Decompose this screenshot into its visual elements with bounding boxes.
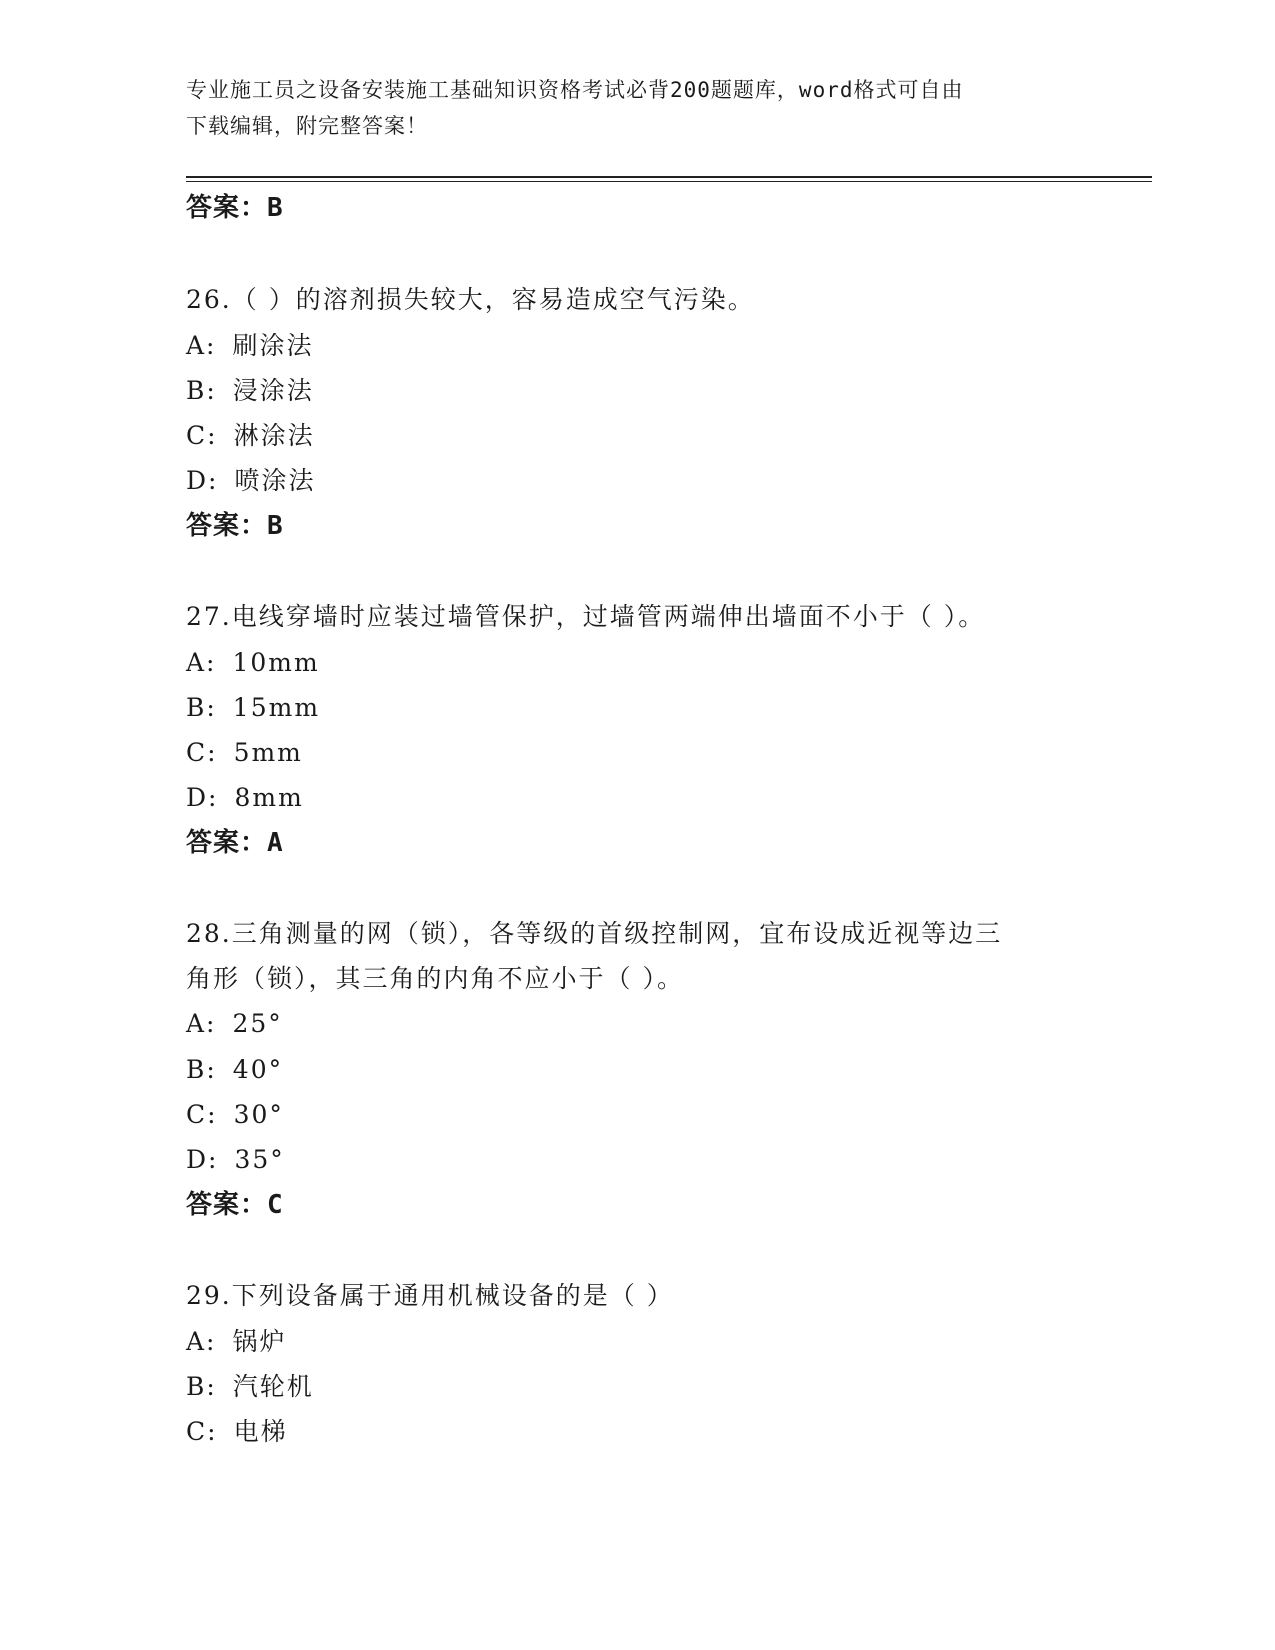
q28-option-a	[186, 1008, 283, 1040]
option-letter: B:	[186, 693, 217, 722]
option-letter: B:	[186, 376, 217, 405]
option-letter: A:	[186, 1327, 217, 1356]
answer-27: 答案：A	[186, 828, 284, 858]
option-text: 浸涂法	[232, 376, 314, 405]
question-29: 29.下列设备属于通用机械设备的是（ ）	[186, 1281, 674, 1310]
q29-option-a	[186, 1326, 287, 1358]
option-letter: B:	[186, 1055, 217, 1084]
option-text: 锅炉	[232, 1327, 287, 1356]
option-text: 喷涂法	[234, 466, 316, 495]
header-divider-thin	[186, 181, 1152, 182]
header-divider-thick	[186, 176, 1152, 178]
option-letter: C:	[186, 1417, 218, 1446]
option-text: 8mm	[234, 783, 304, 812]
option-text: 10mm	[232, 648, 320, 677]
option-text: 淋涂法	[233, 421, 315, 450]
option-letter: C:	[186, 421, 218, 450]
option-letter: D:	[186, 783, 219, 812]
option-letter: C:	[186, 1100, 218, 1129]
q29-option-c	[186, 1416, 288, 1448]
header-line-2: 下载编辑，附完整答案！	[186, 114, 428, 138]
q26-option-c	[186, 420, 315, 452]
option-letter: B:	[186, 1372, 217, 1401]
question-28-line-1: 28.三角测量的网（锁），各等级的首级控制网，宜布设成近视等边三	[186, 919, 1003, 948]
q29-option-b	[186, 1371, 314, 1403]
q27-option-b	[186, 692, 320, 724]
option-text: 15mm	[232, 693, 321, 722]
option-text: 汽轮机	[232, 1372, 314, 1401]
option-letter: A:	[186, 648, 217, 677]
q26-option-d	[186, 465, 315, 497]
q26-option-a	[186, 330, 314, 362]
q28-option-d	[186, 1144, 285, 1176]
q27-option-d	[186, 782, 304, 814]
option-letter: A:	[186, 1009, 217, 1038]
question-28-line-2: 角形（锁），其三角的内角不应小于（ ）。	[186, 964, 684, 993]
q28-option-c	[186, 1099, 284, 1131]
answer-26: 答案：B	[186, 511, 284, 541]
header-line-1: 专业施工员之设备安装施工基础知识资格考试必背200题题库，word格式可自由	[186, 78, 964, 102]
q27-option-a	[186, 647, 320, 679]
option-text: 刷涂法	[232, 331, 314, 360]
option-text: 5mm	[233, 738, 303, 767]
document-header	[186, 72, 1066, 144]
option-text: 30°	[233, 1100, 284, 1129]
q26-option-b	[186, 375, 314, 407]
option-letter: D:	[186, 1145, 219, 1174]
answer-25: 答案：B	[186, 193, 284, 223]
question-27: 27.电线穿墙时应装过墙管保护，过墙管两端伸出墙面不小于（ ）。	[186, 602, 986, 631]
q28-option-b	[186, 1054, 283, 1086]
option-letter: C:	[186, 738, 218, 767]
option-letter: D:	[186, 466, 219, 495]
option-text: 35°	[234, 1145, 285, 1174]
option-text: 40°	[232, 1055, 284, 1084]
option-letter: A:	[186, 331, 217, 360]
option-text: 25°	[232, 1009, 283, 1038]
q27-option-c	[186, 737, 303, 769]
option-text: 电梯	[233, 1417, 288, 1446]
question-26: 26.（ ）的溶剂损失较大，容易造成空气污染。	[186, 285, 755, 314]
answer-28: 答案：C	[186, 1190, 284, 1220]
